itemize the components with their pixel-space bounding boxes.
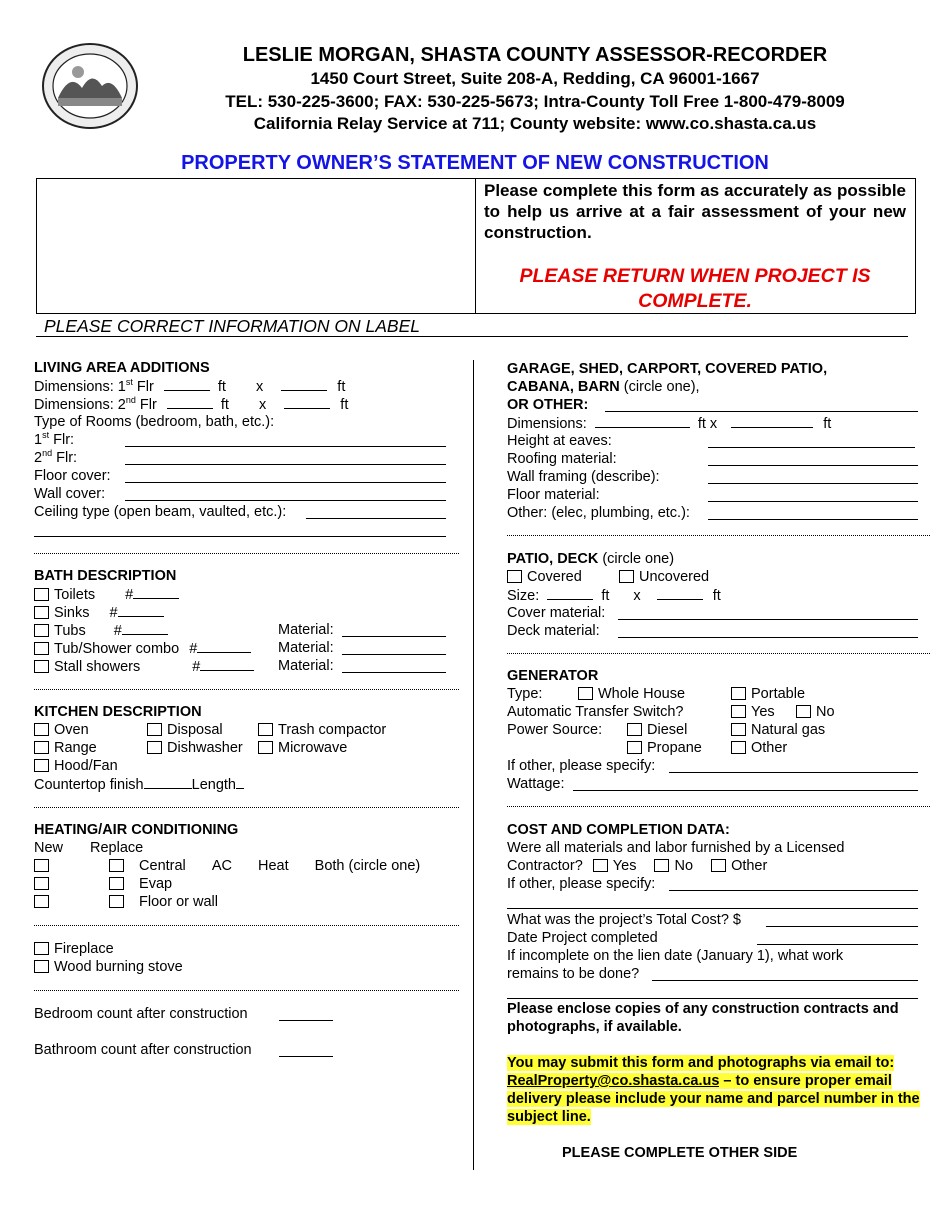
mailing-label-box	[36, 178, 476, 314]
cost-if-other-input[interactable]	[669, 890, 918, 891]
cover-material-input[interactable]	[618, 619, 918, 620]
patio-covered-row	[507, 568, 582, 586]
instructions-text: Please complete this form as accurately as possible to help us arrive at a fair assessment of your new construction.	[484, 181, 906, 242]
covered-label: Covered	[527, 569, 582, 585]
dim2-width-input[interactable]	[167, 395, 213, 409]
patio-length-input[interactable]	[657, 586, 703, 600]
wood-stove-label: Wood burning stove	[54, 959, 183, 975]
floor-wall-replace-checkbox[interactable]	[109, 895, 124, 908]
central-row	[34, 857, 54, 875]
ft-unit: ft	[712, 588, 721, 604]
contractor-no-checkbox[interactable]	[654, 859, 669, 872]
ft-x-label: ft x	[697, 416, 718, 432]
countertop-input[interactable]	[144, 775, 192, 789]
rooms-label: Type of Rooms (bedroom, bath, etc.):	[34, 414, 275, 430]
form-title: PROPERTY OWNER’S STATEMENT OF NEW CONSTRUCTION	[181, 152, 769, 174]
power-other-row	[731, 739, 787, 757]
garage-dim-label: Dimensions:	[507, 416, 587, 432]
dim1-length-input[interactable]	[281, 377, 327, 391]
or-other-label: OR OTHER:	[507, 397, 589, 413]
remaining-work-line2[interactable]	[507, 998, 918, 999]
licensed-question: Were all materials and labor furnished by a Licensed	[507, 840, 845, 856]
ceiling-label: Ceiling type (open beam, vaulted, etc.):	[34, 504, 287, 520]
gen-type-label: Type:	[507, 686, 543, 702]
patio-width-input[interactable]	[547, 586, 593, 600]
central-new-checkbox[interactable]	[34, 859, 49, 872]
ats-no-checkbox[interactable]	[796, 705, 811, 718]
county-seal	[40, 42, 140, 130]
dim1-label: Dimensions: 1st Flr	[34, 377, 154, 395]
stall-row	[34, 657, 254, 676]
size-label: Size:	[507, 588, 540, 604]
hood-label: Hood/Fan	[54, 758, 118, 774]
diesel-label: Diesel	[647, 722, 688, 738]
ats-yes-row	[731, 703, 775, 721]
garage-other-input[interactable]	[708, 519, 918, 520]
gen-if-other-label: If other, please specify:	[507, 758, 656, 774]
wattage-input[interactable]	[573, 790, 918, 791]
whole-house-checkbox[interactable]	[578, 687, 593, 700]
tub-shower-row	[34, 639, 251, 658]
tubs-row	[34, 621, 168, 640]
wall-cover-input[interactable]	[125, 500, 446, 501]
kitchen-row2	[34, 739, 97, 757]
no-label: No	[816, 704, 835, 720]
column-divider	[473, 360, 474, 1170]
bathroom-count-input[interactable]	[279, 1056, 333, 1057]
label-note-rule	[36, 336, 908, 337]
email-link[interactable]: RealProperty@co.shasta.ca.us	[507, 1073, 720, 1089]
tubs-label: Tubs	[54, 623, 86, 639]
ft-unit: ft	[340, 397, 349, 413]
hash: #	[125, 587, 134, 603]
toilets-row	[34, 585, 179, 604]
divider	[34, 807, 459, 808]
both-label: Both (circle one)	[314, 858, 421, 874]
material-label: Material:	[278, 640, 334, 656]
ats-yes-checkbox[interactable]	[731, 705, 746, 718]
divider	[507, 806, 930, 807]
ats-label: Automatic Transfer Switch?	[507, 704, 684, 720]
ft-unit: ft	[220, 397, 229, 413]
contractor-row	[507, 857, 767, 875]
tub-shower-label: Tub/Shower combo	[54, 641, 180, 657]
diesel-checkbox[interactable]	[627, 723, 642, 736]
flr1-label: 1st Flr:	[34, 430, 75, 448]
hash: #	[113, 623, 122, 639]
stall-material-input[interactable]	[342, 672, 446, 673]
divider	[34, 553, 459, 554]
living-dim1-row	[34, 377, 345, 396]
divider	[34, 925, 459, 926]
wood-stove-row	[34, 958, 183, 976]
garage-heading-2: CABANA, BARN (circle one),	[507, 379, 700, 395]
wood-stove-checkbox[interactable]	[34, 960, 49, 973]
length-input[interactable]	[236, 775, 244, 789]
portable-row	[731, 685, 805, 703]
email-intro: You may submit this form and photographs via email to:	[507, 1055, 895, 1071]
portable-checkbox[interactable]	[731, 687, 746, 700]
floor-material-label: Floor material:	[507, 487, 600, 503]
fireplace-checkbox[interactable]	[34, 942, 49, 955]
propane-label: Propane	[647, 740, 702, 756]
covered-checkbox[interactable]	[507, 570, 522, 583]
ft-unit: ft	[823, 416, 832, 432]
kitchen-heading: KITCHEN DESCRIPTION	[34, 704, 202, 720]
incomplete-label-2: remains to be done?	[507, 966, 640, 982]
floor-wall-row	[34, 893, 54, 911]
total-cost-input[interactable]	[766, 926, 918, 927]
roofing-input[interactable]	[708, 465, 918, 466]
trash-label: Trash compactor	[278, 722, 387, 738]
date-completed-input[interactable]	[757, 944, 918, 945]
microwave-checkbox[interactable]	[258, 741, 273, 754]
evap-label: Evap	[139, 876, 173, 892]
garage-dim-width-input[interactable]	[595, 414, 690, 428]
cost-if-other-label: If other, please specify:	[507, 876, 656, 892]
living-heading: LIVING AREA ADDITIONS	[34, 360, 210, 376]
ft-unit: ft	[601, 588, 610, 604]
material-label: Material:	[278, 658, 334, 674]
kitchen-row1c	[258, 721, 386, 739]
height-label: Height at eaves:	[507, 433, 612, 449]
divider	[507, 653, 930, 654]
divider	[34, 689, 459, 690]
contractor-other-checkbox[interactable]	[711, 859, 726, 872]
dim2-label: Dimensions: 2nd Flr	[34, 395, 157, 413]
kitchen-row1b	[147, 721, 223, 739]
bedroom-count-input[interactable]	[279, 1020, 333, 1021]
dim1-width-input[interactable]	[164, 377, 210, 391]
wall-cover-label: Wall cover:	[34, 486, 106, 502]
central-label: Central	[139, 858, 186, 874]
other-label: Other	[731, 858, 768, 874]
power-label: Power Source:	[507, 722, 603, 738]
oven-checkbox[interactable]	[34, 723, 49, 736]
incomplete-label-1: If incomplete on the lien date (January 1), what work	[507, 948, 844, 964]
assessor-phones: TEL: 530-225-3600; FAX: 530-225-5673; Intra-County Toll Free 1-800-479-8009	[225, 92, 845, 111]
cost-if-other-line2[interactable]	[507, 908, 918, 909]
garage-other-label: Other: (elec, plumbing, etc.):	[507, 505, 690, 521]
material-label: Material:	[278, 622, 334, 638]
evap-row	[34, 875, 54, 893]
oven-label: Oven	[54, 722, 89, 738]
fireplace-label: Fireplace	[54, 941, 114, 957]
disposal-checkbox[interactable]	[147, 723, 162, 736]
kitchen-row3	[34, 757, 118, 775]
stall-count-input[interactable]	[200, 657, 254, 671]
heat-label: Heat	[258, 858, 289, 874]
ft-unit: ft	[217, 379, 226, 395]
living-extra-line[interactable]	[34, 536, 446, 537]
floor-cover-input[interactable]	[125, 482, 446, 483]
trash-checkbox[interactable]	[258, 723, 273, 736]
floor-wall-row-b	[109, 893, 218, 911]
microwave-label: Microwave	[278, 740, 348, 756]
bedroom-count-label: Bedroom count after construction	[34, 1006, 248, 1022]
central-row-b	[109, 857, 420, 875]
cost-heading: COST AND COMPLETION DATA:	[507, 822, 730, 838]
hash: #	[192, 659, 201, 675]
other-side-note: PLEASE COMPLETE OTHER SIDE	[562, 1145, 798, 1161]
email-note	[507, 1054, 925, 1126]
hvac-heading: HEATING/AIR CONDITIONING	[34, 822, 239, 838]
stall-label: Stall showers	[54, 659, 141, 675]
floor-wall-new-checkbox[interactable]	[34, 895, 49, 908]
return-notice: PLEASE RETURN WHEN PROJECT IS COMPLETE.	[519, 265, 871, 312]
patio-heading: PATIO, DECK (circle one)	[507, 551, 675, 567]
contractor-label: Contractor?	[507, 858, 583, 874]
uncovered-label: Uncovered	[639, 569, 710, 585]
diesel-row	[627, 721, 687, 739]
tub-shower-checkbox[interactable]	[34, 642, 49, 655]
bathroom-count-label: Bathroom count after construction	[34, 1042, 252, 1058]
sinks-count-input[interactable]	[118, 603, 164, 617]
range-label: Range	[54, 740, 97, 756]
length-label: Length	[191, 777, 236, 793]
whole-house-label: Whole House	[598, 686, 686, 702]
x-separator: x	[633, 588, 641, 604]
central-replace-checkbox[interactable]	[109, 859, 124, 872]
toilets-checkbox[interactable]	[34, 588, 49, 601]
replace-label: Replace	[90, 840, 144, 856]
toilets-label: Toilets	[54, 587, 96, 603]
evap-row-b	[109, 875, 172, 893]
disposal-label: Disposal	[167, 722, 223, 738]
cover-material-label: Cover material:	[507, 605, 606, 621]
evap-new-checkbox[interactable]	[34, 877, 49, 890]
bath-heading: BATH DESCRIPTION	[34, 568, 177, 584]
uncovered-checkbox[interactable]	[619, 570, 634, 583]
deck-material-input[interactable]	[618, 637, 918, 638]
ceiling-input[interactable]	[306, 518, 446, 519]
patio-size-row	[507, 586, 721, 605]
wattage-label: Wattage:	[507, 776, 565, 792]
enclose-note: Please enclose copies of any construction contracts and photographs, if available.	[507, 1001, 899, 1035]
sinks-label: Sinks	[54, 605, 90, 621]
floor-material-input[interactable]	[708, 501, 918, 502]
tubs-material-input[interactable]	[342, 636, 446, 637]
hash: #	[109, 605, 118, 621]
evap-replace-checkbox[interactable]	[109, 877, 124, 890]
propane-row	[627, 739, 702, 757]
kitchen-row2c	[258, 739, 347, 757]
garage-dim-row	[507, 414, 831, 433]
garage-heading: GARAGE, SHED, CARPORT, COVERED PATIO,	[507, 361, 828, 377]
sinks-row	[34, 603, 164, 622]
x-separator: x	[258, 397, 267, 413]
total-cost-label: What was the project’s Total Cost? $	[507, 912, 741, 928]
assessor-address: 1450 Court Street, Suite 208-A, Redding, CA 96001-1667	[310, 69, 760, 88]
patio-uncovered-row	[619, 568, 709, 586]
dim2-length-input[interactable]	[284, 395, 330, 409]
ats-no-row	[796, 703, 835, 721]
tub-shower-count-input[interactable]	[197, 639, 251, 653]
propane-checkbox[interactable]	[627, 741, 642, 754]
flr2-label: 2nd Flr:	[34, 448, 78, 466]
sinks-checkbox[interactable]	[34, 606, 49, 619]
countertop-row	[34, 775, 244, 794]
tubs-count-input[interactable]	[122, 621, 168, 635]
wall-framing-label: Wall framing (describe):	[507, 469, 660, 485]
hood-checkbox[interactable]	[34, 759, 49, 772]
ft-unit: ft	[337, 379, 346, 395]
tubs-checkbox[interactable]	[34, 624, 49, 637]
stall-checkbox[interactable]	[34, 660, 49, 673]
portable-label: Portable	[751, 686, 806, 702]
hash: #	[189, 641, 198, 657]
range-checkbox[interactable]	[34, 741, 49, 754]
roofing-label: Roofing material:	[507, 451, 617, 467]
whole-house-row	[578, 685, 685, 703]
yes-label: Yes	[612, 858, 637, 874]
flr2-input[interactable]	[125, 464, 446, 465]
divider	[34, 990, 459, 991]
natural-gas-row	[731, 721, 825, 739]
wall-framing-input[interactable]	[708, 483, 918, 484]
fireplace-row	[34, 940, 114, 958]
gen-if-other-input[interactable]	[669, 772, 918, 773]
height-input[interactable]	[708, 447, 915, 448]
floor-wall-label: Floor or wall	[139, 894, 218, 910]
contractor-yes-checkbox[interactable]	[593, 859, 608, 872]
no-label: No	[674, 858, 694, 874]
natural-gas-checkbox[interactable]	[731, 723, 746, 736]
ac-label: AC	[211, 858, 232, 874]
floor-cover-label: Floor cover:	[34, 468, 111, 484]
living-dim2-row	[34, 395, 348, 414]
assessor-title: LESLIE MORGAN, SHASTA COUNTY ASSESSOR-RECORDER	[242, 44, 828, 66]
kitchen-row2b	[147, 739, 243, 757]
x-separator: x	[255, 379, 264, 395]
label-note: PLEASE CORRECT INFORMATION ON LABEL	[44, 316, 420, 336]
new-label: New	[34, 840, 64, 856]
dishwasher-checkbox[interactable]	[147, 741, 162, 754]
flr1-input[interactable]	[125, 446, 446, 447]
kitchen-row1	[34, 721, 89, 739]
divider	[507, 535, 930, 536]
dishwasher-label: Dishwasher	[167, 740, 243, 756]
deck-material-label: Deck material:	[507, 623, 600, 639]
countertop-label: Countertop finish	[34, 777, 144, 793]
other-label: Other	[751, 740, 788, 756]
or-other-input[interactable]	[605, 411, 918, 412]
email-rest: – to ensure proper email delivery please include your name and parcel number in the subject line.	[507, 1073, 920, 1125]
assessor-relay: California Relay Service at 711; County website: www.co.shasta.ca.us	[253, 114, 817, 133]
garage-dim-length-input[interactable]	[731, 414, 813, 428]
natural-gas-label: Natural gas	[751, 722, 826, 738]
remaining-work-input[interactable]	[652, 980, 918, 981]
yes-label: Yes	[751, 704, 775, 720]
tub-shower-material-input[interactable]	[342, 654, 446, 655]
power-other-checkbox[interactable]	[731, 741, 746, 754]
toilets-count-input[interactable]	[133, 585, 179, 599]
generator-heading: GENERATOR	[507, 668, 599, 684]
date-completed-label: Date Project completed	[507, 930, 658, 946]
